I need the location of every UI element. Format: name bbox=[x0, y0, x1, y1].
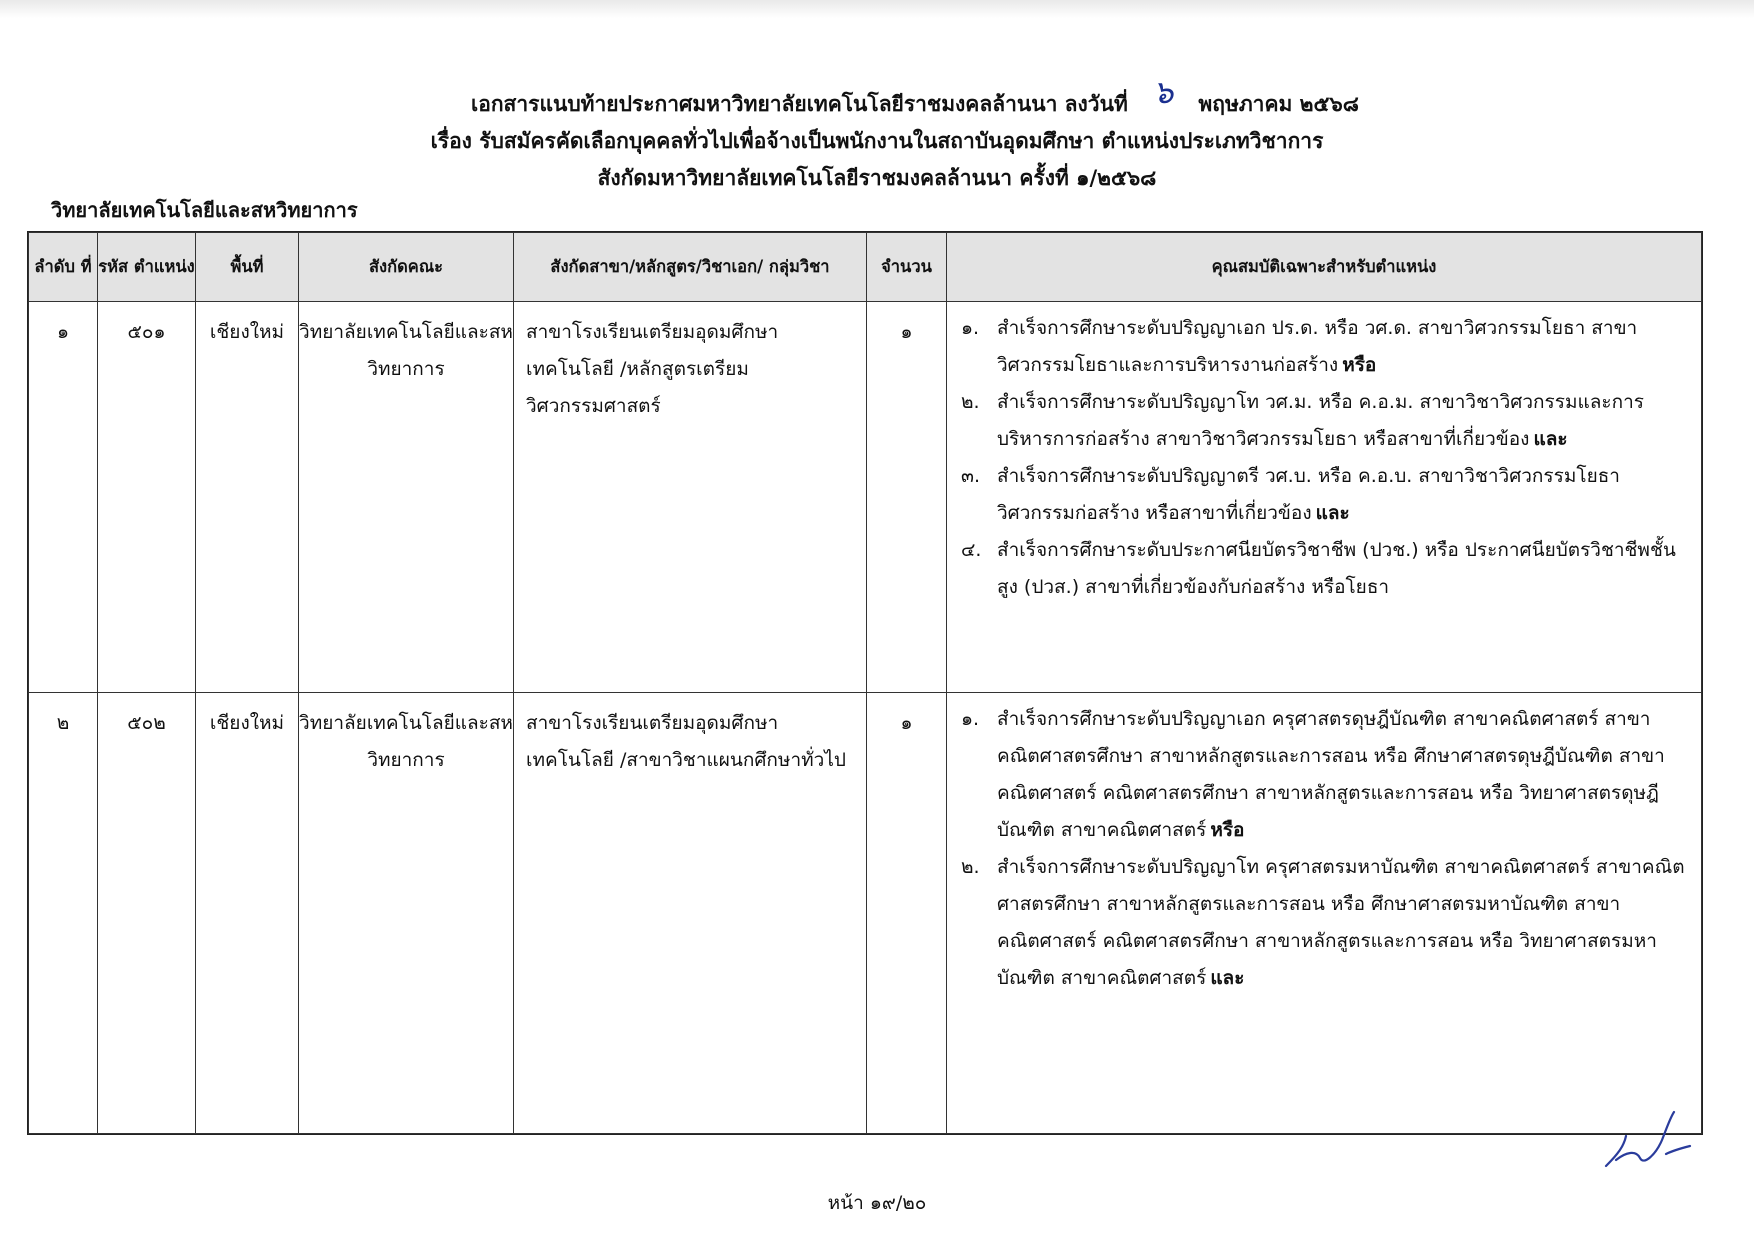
qualification-text-wrap bbox=[997, 701, 1691, 849]
header-line-1-suffix: พฤษภาคม ๒๕๖๘ bbox=[1198, 92, 1359, 116]
cell-qualifications bbox=[947, 302, 1702, 693]
cell-faculty: วิทยาลัยเทคโนโลยีและสหวิทยาการ bbox=[299, 302, 514, 693]
qualification-number: ๔. bbox=[961, 539, 982, 561]
qualification-item bbox=[961, 384, 1691, 458]
cell-code: ๕๐๑ bbox=[98, 302, 196, 693]
cell-qualifications bbox=[947, 693, 1702, 1134]
column-header-qualifications: คุณสมบัติเฉพาะสำหรับตำแหน่ง bbox=[947, 233, 1702, 302]
qualification-number: ๑. bbox=[961, 317, 980, 339]
document-header bbox=[0, 73, 1754, 197]
qualification-text-wrap bbox=[997, 532, 1691, 606]
cell-area: เชียงใหม่ bbox=[196, 693, 299, 1134]
qualification-conjunction: และ bbox=[1533, 428, 1568, 450]
column-header-count: จำนวน bbox=[867, 233, 947, 302]
header-line-2: เรื่อง รับสมัครคัดเลือกบุคคลทั่วไปเพื่อจ้างเป็นพนักงานในสถาบันอุดมศึกษา ตำแหน่งประเภทวิชาการ bbox=[430, 129, 1324, 153]
qualification-text: สำเร็จการศึกษาระดับปริญญาเอก ปร.ด. หรือ วศ.ด. สาขาวิศวกรรมโยธา สาขาวิศวกรรมโยธาและการบริหารงานก่อสร้าง bbox=[997, 317, 1638, 376]
cell-count: ๑ bbox=[867, 693, 947, 1134]
qualification-conjunction: หรือ bbox=[1342, 354, 1377, 376]
qualification-item bbox=[961, 701, 1691, 849]
qualification-text-wrap bbox=[997, 384, 1691, 458]
cell-program: สาขาโรงเรียนเตรียมอุดมศึกษาเทคโนโลยี /หลักสูตรเตรียมวิศวกรรมศาสตร์ bbox=[514, 302, 867, 693]
qualification-text: สำเร็จการศึกษาระดับปริญญาโท ครุศาสตรมหาบัณฑิต สาขาคณิตศาสตร์ สาขาคณิตศาสตรศึกษา สาขาหลักสูตรและการสอน หรือ ศึกษาศาสตรมหาบัณฑิต สาขาคณิตศาสตร์ คณิตศาสตรศึกษา สาขาหลักสูตรและการสอน หรือ วิทยาศาสตรมหาบัณฑิต สาขาคณิตศาสตร์ bbox=[997, 856, 1685, 989]
column-header-program: สังกัดสาขา/หลักสูตร/วิชาเอก/ กลุ่มวิชา bbox=[514, 233, 867, 302]
qualification-number: ๒. bbox=[961, 856, 980, 878]
cell-order: ๒ bbox=[29, 693, 98, 1134]
column-header-order: ลำดับ ที่ bbox=[29, 233, 98, 302]
qualification-text: สำเร็จการศึกษาระดับประกาศนียบัตรวิชาชีพ (ปวช.) หรือ ประกาศนียบัตรวิชาชีพชั้นสูง (ปวส.) สาขาที่เกี่ยวข้องกับก่อสร้าง หรือโยธา bbox=[997, 539, 1676, 598]
qualification-item bbox=[961, 458, 1691, 532]
table-row bbox=[29, 302, 1702, 693]
section-title: วิทยาลัยเทคโนโลยีและสหวิทยาการ bbox=[51, 198, 358, 222]
cell-code: ๕๐๒ bbox=[98, 693, 196, 1134]
column-header-code: รหัส ตำแหน่ง bbox=[98, 233, 196, 302]
cell-count: ๑ bbox=[867, 302, 947, 693]
cell-program: สาขาโรงเรียนเตรียมอุดมศึกษาเทคโนโลยี /สาขาวิชาแผนกศึกษาทั่วไป bbox=[514, 693, 867, 1134]
qualification-list bbox=[961, 310, 1691, 606]
qualification-text: สำเร็จการศึกษาระดับปริญญาโท วศ.ม. หรือ ค.อ.ม. สาขาวิชาวิศวกรรมและการบริหารการก่อสร้าง สาขาวิชาวิศวกรรมโยธา หรือสาขาที่เกี่ยวข้อง bbox=[997, 391, 1644, 450]
qualification-conjunction: และ bbox=[1210, 967, 1245, 989]
signature-stroke bbox=[1606, 1112, 1690, 1166]
header-line-1 bbox=[38, 73, 1754, 123]
cell-faculty: วิทยาลัยเทคโนโลยีและสหวิทยาการ bbox=[299, 693, 514, 1134]
scan-edge bbox=[0, 0, 1754, 18]
qualification-conjunction: หรือ bbox=[1210, 819, 1245, 841]
qualification-text-wrap bbox=[997, 849, 1691, 997]
page-number: หน้า ๑๙/๒๐ bbox=[827, 1192, 927, 1214]
signature-mark bbox=[1596, 1110, 1692, 1172]
qualification-text-wrap bbox=[997, 458, 1691, 532]
qualification-conjunction: และ bbox=[1315, 502, 1350, 524]
qualification-number: ๒. bbox=[961, 391, 980, 413]
qualification-item bbox=[961, 532, 1691, 606]
qualification-number: ๑. bbox=[961, 708, 980, 730]
cell-area: เชียงใหม่ bbox=[196, 302, 299, 693]
qualification-list bbox=[961, 701, 1691, 997]
table-row bbox=[29, 693, 1702, 1134]
table-header-row bbox=[29, 233, 1702, 302]
header-line-3: สังกัดมหาวิทยาลัยเทคโนโลยีราชมงคลล้านนา ครั้งที่ ๑/๒๕๖๘ bbox=[597, 166, 1157, 190]
cell-order: ๑ bbox=[29, 302, 98, 693]
header-line-1-prefix: เอกสารแนบท้ายประกาศมหาวิทยาลัยเทคโนโลยีราชมงคลล้านนา ลงวันที่ bbox=[471, 92, 1128, 116]
handwritten-day: ๖ bbox=[1152, 73, 1174, 111]
qualification-text-wrap bbox=[997, 310, 1691, 384]
qualification-item bbox=[961, 310, 1691, 384]
qualification-item bbox=[961, 849, 1691, 997]
column-header-faculty: สังกัดคณะ bbox=[299, 233, 514, 302]
qualification-number: ๓. bbox=[961, 465, 981, 487]
column-header-area: พื้นที่ bbox=[196, 233, 299, 302]
positions-table bbox=[27, 231, 1703, 1135]
qualification-text: สำเร็จการศึกษาระดับปริญญาตรี วศ.บ. หรือ ค.อ.บ. สาขาวิชาวิศวกรรมโยธา วิศวกรรมก่อสร้าง หรือสาขาที่เกี่ยวข้อง bbox=[997, 465, 1620, 524]
qualification-text: สำเร็จการศึกษาระดับปริญญาเอก ครุศาสตรดุษฎีบัณฑิต สาขาคณิตศาสตร์ สาขาคณิตศาสตรศึกษา สาขาหลักสูตรและการสอน หรือ ศึกษาศาสตรดุษฎีบัณฑิต สาขาคณิตศาสตร์ คณิตศาสตรศึกษา สาขาหลักสูตรและการสอน หรือ วิทยาศาสตรดุษฎีบัณฑิต สาขาคณิตศาสตร์ bbox=[997, 708, 1665, 841]
